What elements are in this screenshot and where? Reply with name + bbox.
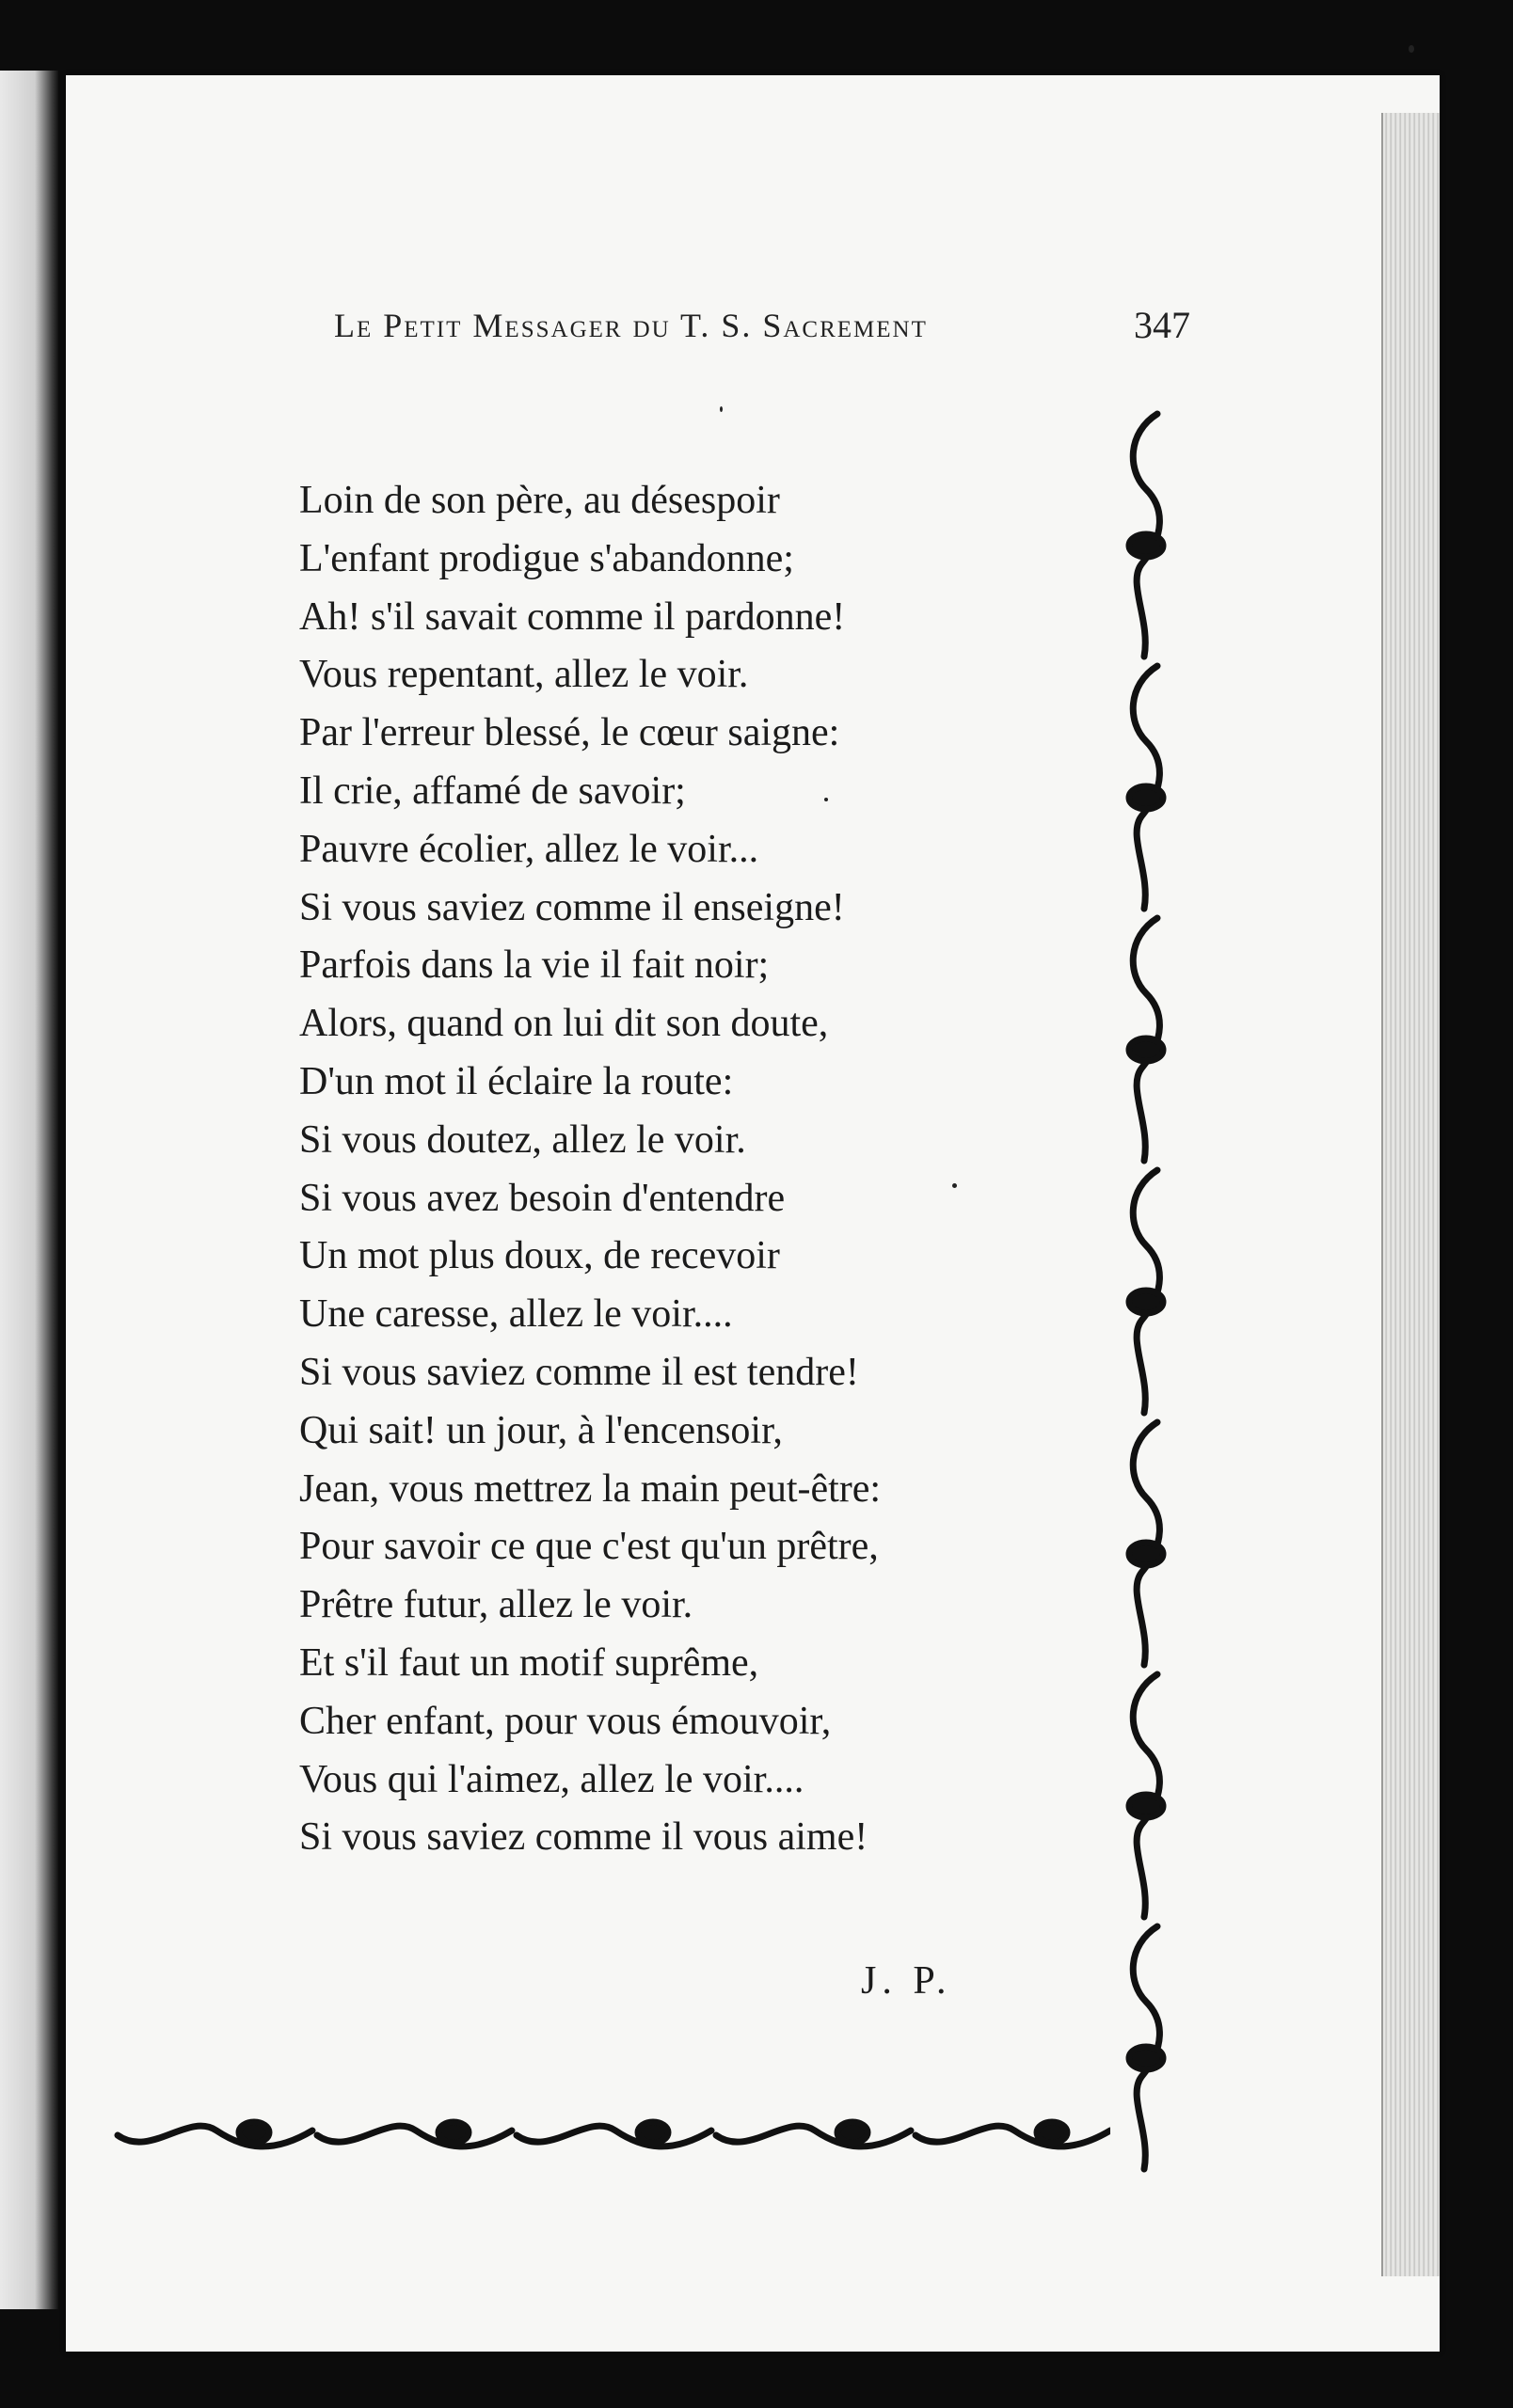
horizontal-flourish-icon: [113, 2093, 1110, 2168]
horizontal-flourish-segment: [317, 2126, 512, 2147]
poem-line: Si vous avez besoin d'entendre: [299, 1176, 786, 1220]
flourish-knot: [837, 2122, 868, 2143]
poem-line: Prêtre futur, allez le voir.: [299, 1583, 693, 1627]
poem-line: Si vous saviez comme il vous aime!: [299, 1815, 868, 1860]
poem-line: Vous qui l'aimez, allez le voir....: [299, 1757, 804, 1801]
poem-line: Jean, vous mettrez la main peut-être:: [299, 1466, 882, 1511]
poem-line: Qui sait! un jour, à l'encensoir,: [299, 1408, 783, 1452]
horizontal-flourish-segment: [517, 2126, 711, 2147]
flourish-knot: [1129, 1038, 1163, 1061]
poem-line: Pauvre écolier, allez le voir...: [299, 827, 759, 871]
poem-line: Parfois dans la vie il fait noir;: [299, 943, 770, 988]
flourish-knot: [1129, 1291, 1163, 1313]
flourish-knot: [638, 2122, 668, 2143]
flourish-knot: [239, 2122, 269, 2143]
flourish-knot: [1129, 1543, 1163, 1565]
scan-speck: [720, 406, 723, 412]
horizontal-flourish-segment: [118, 2126, 312, 2147]
poem-line: D'un mot il éclaire la route:: [299, 1059, 734, 1103]
flourish-knot: [1129, 1795, 1163, 1817]
poem-line: Pour savoir ce que c'est qu'un prêtre,: [299, 1525, 879, 1569]
poem-line: Vous repentant, allez le voir.: [299, 653, 749, 697]
facing-page-edge: [0, 71, 58, 2309]
poem-line: Si vous doutez, allez le voir.: [299, 1117, 746, 1162]
flourish-knot: [1037, 2122, 1067, 2143]
running-head-title: Le Petit Messager du T. S. Sacrement: [334, 307, 928, 344]
page-number: 347: [1134, 304, 1190, 346]
poem-line: Si vous saviez comme il est tendre!: [299, 1350, 859, 1394]
flourish-knot: [1129, 534, 1163, 557]
poem-line: Une caresse, allez le voir....: [299, 1292, 733, 1337]
poem-line: Ah! s'il savait comme il pardonne!: [299, 594, 846, 639]
horizontal-flourish-segment: [916, 2126, 1110, 2147]
poem-line: Cher enfant, pour vous émouvoir,: [299, 1699, 832, 1743]
poem-line: Si vous saviez comme il enseigne!: [299, 885, 845, 929]
poem-line: Alors, quand on lui dit son doute,: [299, 1002, 829, 1046]
scan-speck: [952, 1183, 957, 1188]
poem-line: Il crie, affamé de savoir;: [299, 768, 686, 813]
flourish-knot: [1129, 786, 1163, 809]
horizontal-flourish-segment: [716, 2126, 911, 2147]
vertical-flourish-icon: [1099, 404, 1193, 2173]
poem-line: Loin de son père, au désespoir: [299, 479, 780, 522]
flourish-knot: [1129, 2047, 1163, 2069]
poem-line: L'enfant prodigue s'abandonne;: [299, 536, 794, 580]
page-stack-edge: [1381, 113, 1440, 2276]
author-signature: J. P.: [861, 1959, 952, 2003]
flourish-knot: [438, 2122, 469, 2143]
poem-line: Un mot plus doux, de recevoir: [299, 1234, 780, 1278]
poem-line: Par l'erreur blessé, le cœur saigne:: [299, 711, 840, 755]
scan-speck: [1409, 45, 1414, 53]
poem-line: Et s'il faut un motif suprême,: [299, 1640, 759, 1685]
poem-text: [299, 472, 1099, 1867]
scan-speck: [824, 798, 828, 801]
